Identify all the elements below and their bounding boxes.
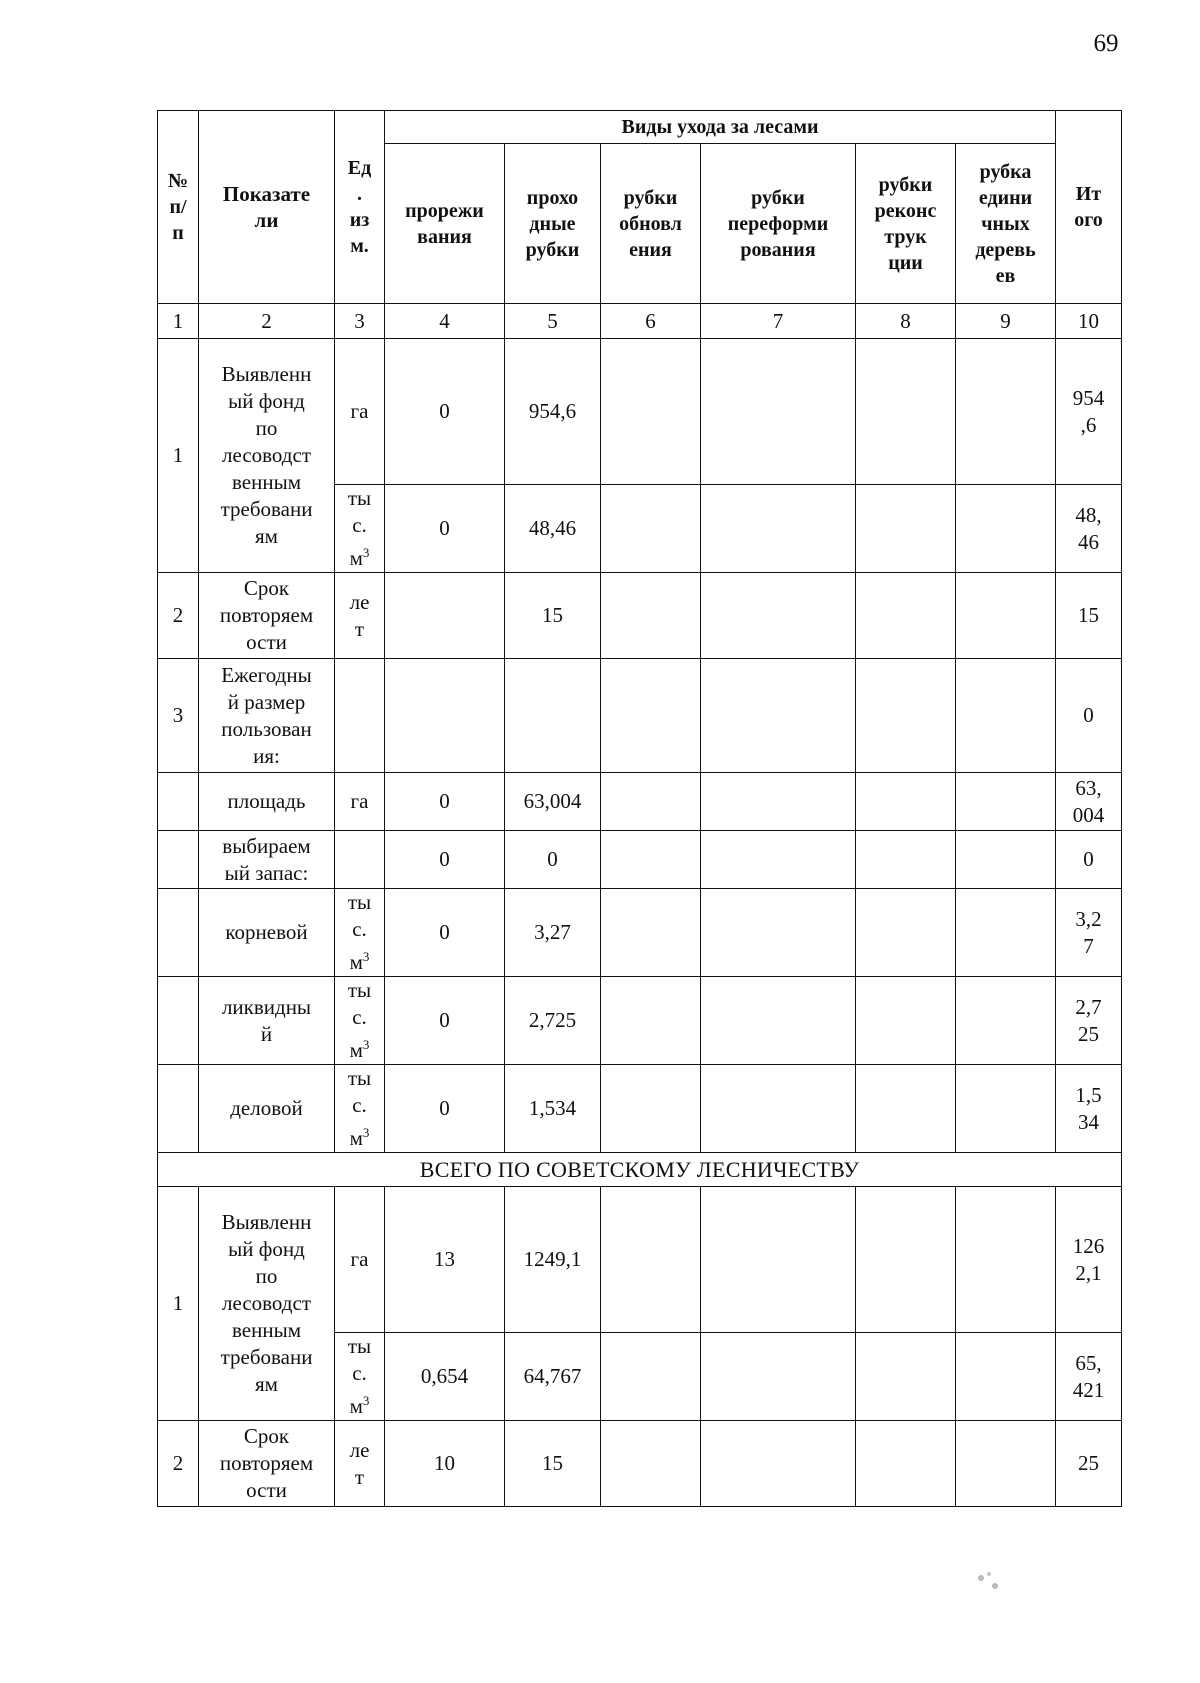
unit-cell: га [335, 773, 385, 831]
value-cell: 64,767 [505, 1333, 601, 1421]
scan-smudge [975, 1570, 1005, 1594]
cell-line: рубки [623, 186, 678, 209]
col-number: 10 [1056, 304, 1122, 339]
col-number: 3 [335, 304, 385, 339]
col-number: 9 [956, 304, 1056, 339]
cell-line: по [255, 1264, 278, 1288]
cell-line: требовани [220, 1345, 313, 1369]
cell-line: Ежегодны [221, 662, 312, 687]
section-title: ВСЕГО ПО СОВЕТСКОМУ ЛЕСНИЧЕСТВУ [158, 1153, 1122, 1187]
cell-line: рования [740, 238, 816, 261]
col-number: 1 [158, 304, 199, 339]
header-total [1056, 111, 1122, 304]
total-cell [1056, 339, 1122, 485]
section-title-row [158, 1153, 1122, 1187]
cell-line: ты [347, 1334, 372, 1358]
cell-line: по [255, 416, 278, 440]
col-number: 2 [199, 304, 335, 339]
cell-line: обновл [619, 212, 682, 235]
cell-line: требовани [220, 497, 313, 521]
value-cell: 15 [505, 573, 601, 659]
cell-line: ения [629, 238, 672, 261]
cell-line: с. [352, 1361, 367, 1385]
header-unit [335, 111, 385, 304]
cell-line: 421 [1072, 1377, 1105, 1402]
cell-line: п/ [169, 196, 187, 218]
cell-line: прохо [526, 186, 579, 209]
superscript: 3 [362, 1037, 370, 1052]
cell-line: ев [995, 264, 1016, 287]
value-cell: 13 [385, 1187, 505, 1333]
superscript: 3 [362, 1125, 370, 1140]
cell-line: ты [347, 486, 372, 510]
page-number: 69 [1093, 30, 1119, 57]
row-number: 1 [158, 1187, 199, 1421]
value-cell: 954,6 [505, 339, 601, 485]
col-number: 7 [701, 304, 856, 339]
cell-line: с. [352, 917, 367, 941]
indicator-cell [199, 573, 335, 659]
header-single-tree-cuts [956, 144, 1056, 304]
cell-line: Срок [243, 1424, 290, 1448]
indicator-cell [199, 339, 335, 573]
unit-cell [335, 1333, 385, 1421]
value-cell: 0 [505, 831, 601, 889]
total-cell [1056, 485, 1122, 573]
unit-cell [335, 1421, 385, 1507]
value-cell: 0,654 [385, 1333, 505, 1421]
cell-line: ,6 [1080, 412, 1097, 437]
cell-line: ции [888, 251, 923, 274]
cell-line: рубки [525, 238, 580, 261]
table-row [158, 339, 1122, 485]
unit-cell [335, 977, 385, 1065]
table-row [158, 773, 1122, 831]
cell-line: переформи [727, 212, 829, 235]
column-numbers-row [158, 304, 1122, 339]
cell-line: Ед [347, 157, 372, 179]
cell-line: повторяем [219, 603, 314, 627]
cell-line: чных [981, 212, 1030, 235]
cell-line: ли [254, 208, 279, 232]
cell-line: ле [349, 589, 370, 614]
value-cell: 3,27 [505, 889, 601, 977]
cell-line: 46 [1078, 529, 1099, 554]
value-cell: 63,004 [505, 773, 601, 831]
cell-line: ликвидны [221, 994, 312, 1019]
indicator-cell [199, 1421, 335, 1507]
cell-line: рубки [751, 186, 805, 209]
cell-line: т [354, 1464, 365, 1489]
total-cell [1056, 889, 1122, 977]
value-cell: 48,46 [505, 485, 601, 573]
cell-line: с. [352, 513, 367, 537]
total-cell [1056, 773, 1122, 831]
cell-line: венным [232, 1318, 301, 1342]
value-cell: 0 [385, 831, 505, 889]
cell-line: ия: [253, 743, 280, 768]
header-thinning [385, 144, 505, 304]
row-number: 2 [158, 1421, 199, 1507]
total-cell [1056, 1065, 1122, 1153]
cell-line: № [167, 170, 189, 192]
value-cell: 1,534 [505, 1065, 601, 1153]
cell-line: с. [352, 1005, 367, 1029]
cell-line: $м^3$ [349, 1393, 370, 1418]
table-row [158, 1065, 1122, 1153]
value-cell [385, 573, 505, 659]
indicator-cell: деловой [199, 1065, 335, 1153]
superscript: 3 [362, 949, 370, 964]
col-number: 4 [385, 304, 505, 339]
cell-line: выбираем [222, 833, 311, 858]
cell-line: венным [232, 470, 301, 494]
header-indicator [199, 111, 335, 304]
cell-line: $м^3$ [349, 1125, 370, 1150]
unit-cell [335, 573, 385, 659]
cell-line: 34 [1078, 1109, 1099, 1134]
cell-line: повторяем [219, 1451, 314, 1475]
table-row [158, 1187, 1122, 1333]
cell-line: 2,7 [1075, 994, 1102, 1019]
row-number: 3 [158, 659, 199, 773]
cell-line: лесоводст [222, 443, 311, 467]
value-cell: 0 [385, 485, 505, 573]
forest-care-table [157, 110, 1122, 1507]
header-group: Виды ухода за лесами [385, 111, 1056, 144]
cell-line: ты [347, 978, 372, 1002]
cell-line: Ит [1075, 183, 1102, 205]
cell-line: й размер [227, 689, 306, 714]
cell-line: 7 [1083, 933, 1094, 958]
col-number: 5 [505, 304, 601, 339]
cell-line: рубка [979, 160, 1032, 183]
cell-line: м. [350, 235, 369, 257]
header-reformation-cuts [701, 144, 856, 304]
table-row [158, 1421, 1122, 1507]
cell-line: ого [1074, 209, 1103, 231]
cell-line: 25 [1078, 1021, 1099, 1046]
cell-line: ый запас: [224, 860, 309, 885]
cell-line: $м^3$ [349, 545, 370, 570]
cell-line: лесоводст [222, 1291, 311, 1315]
total-cell [1056, 977, 1122, 1065]
cell-line: деревь [975, 238, 1036, 261]
cell-line: Выявленн [221, 1210, 312, 1234]
col-number: 8 [856, 304, 956, 339]
unit-cell [335, 1065, 385, 1153]
cell-line: едини [978, 186, 1033, 209]
cell-line: прорежи [405, 199, 484, 222]
header-renewal-cuts [601, 144, 701, 304]
table-row [158, 889, 1122, 977]
value-cell: 0 [385, 773, 505, 831]
value-cell: 15 [505, 1421, 601, 1507]
value-cell: 0 [385, 889, 505, 977]
total-cell: 0 [1056, 659, 1122, 773]
cell-line: 126 [1072, 1233, 1105, 1258]
cell-line: ости [246, 630, 287, 654]
cell-line: ты [347, 890, 372, 914]
cell-line: ле [349, 1437, 370, 1462]
cell-line: ый фонд [228, 1237, 305, 1261]
cell-line: с. [352, 1093, 367, 1117]
table-row [158, 573, 1122, 659]
row-number: 2 [158, 573, 199, 659]
value-cell: 0 [385, 977, 505, 1065]
value-cell: 2,725 [505, 977, 601, 1065]
superscript: 3 [362, 1393, 370, 1408]
cell-line: $м^3$ [349, 949, 370, 974]
header-passing-cuts [505, 144, 601, 304]
cell-line: 004 [1072, 802, 1105, 827]
cell-line: реконс [874, 199, 937, 222]
cell-line: й [260, 1021, 273, 1046]
total-cell: 0 [1056, 831, 1122, 889]
cell-line: 2,1 [1075, 1260, 1102, 1285]
cell-line: т [354, 616, 365, 641]
cell-line: $м^3$ [349, 1037, 370, 1062]
cell-line: вания [417, 225, 472, 248]
value-cell: 0 [385, 1065, 505, 1153]
cell-line: ям [255, 1372, 278, 1396]
indicator-cell [199, 977, 335, 1065]
unit-cell: га [335, 339, 385, 485]
cell-line: Показате [222, 182, 311, 206]
cell-line: трук [884, 225, 927, 248]
cell-line: ям [255, 524, 278, 548]
cell-line: из [349, 209, 370, 231]
table-row [158, 659, 1122, 773]
indicator-cell [199, 831, 335, 889]
cell-line: Срок [243, 576, 290, 600]
cell-line: ый фонд [228, 389, 305, 413]
unit-cell: га [335, 1187, 385, 1333]
indicator-cell [199, 1187, 335, 1421]
total-cell: 15 [1056, 573, 1122, 659]
superscript: 3 [362, 545, 370, 560]
indicator-cell: площадь [199, 773, 335, 831]
value-cell: 10 [385, 1421, 505, 1507]
row-number: 1 [158, 339, 199, 573]
cell-line: 1,5 [1075, 1082, 1102, 1107]
unit-cell [335, 485, 385, 573]
indicator-cell: корневой [199, 889, 335, 977]
total-cell [1056, 1333, 1122, 1421]
indicator-cell [199, 659, 335, 773]
cell-line: дные [529, 212, 576, 235]
cell-line: Выявленн [221, 362, 312, 386]
header-reconstruction-cuts [856, 144, 956, 304]
value-cell: 1249,1 [505, 1187, 601, 1333]
total-cell [1056, 1187, 1122, 1333]
cell-line: 48, [1075, 502, 1102, 527]
total-cell: 25 [1056, 1421, 1122, 1507]
value-cell: 0 [385, 339, 505, 485]
cell-line: п [172, 222, 184, 244]
cell-line: . [357, 183, 362, 205]
header-num [158, 111, 199, 304]
cell-line: ости [246, 1478, 287, 1502]
cell-line: пользован [221, 716, 312, 741]
cell-line: 954 [1072, 385, 1105, 410]
cell-line: рубки [878, 173, 933, 196]
table-row [158, 831, 1122, 889]
table-row [158, 977, 1122, 1065]
unit-cell [335, 889, 385, 977]
col-number: 6 [601, 304, 701, 339]
cell-line: 65, [1075, 1350, 1102, 1375]
cell-line: 3,2 [1075, 906, 1102, 931]
cell-line: 63, [1075, 775, 1102, 800]
cell-line: ты [347, 1066, 372, 1090]
